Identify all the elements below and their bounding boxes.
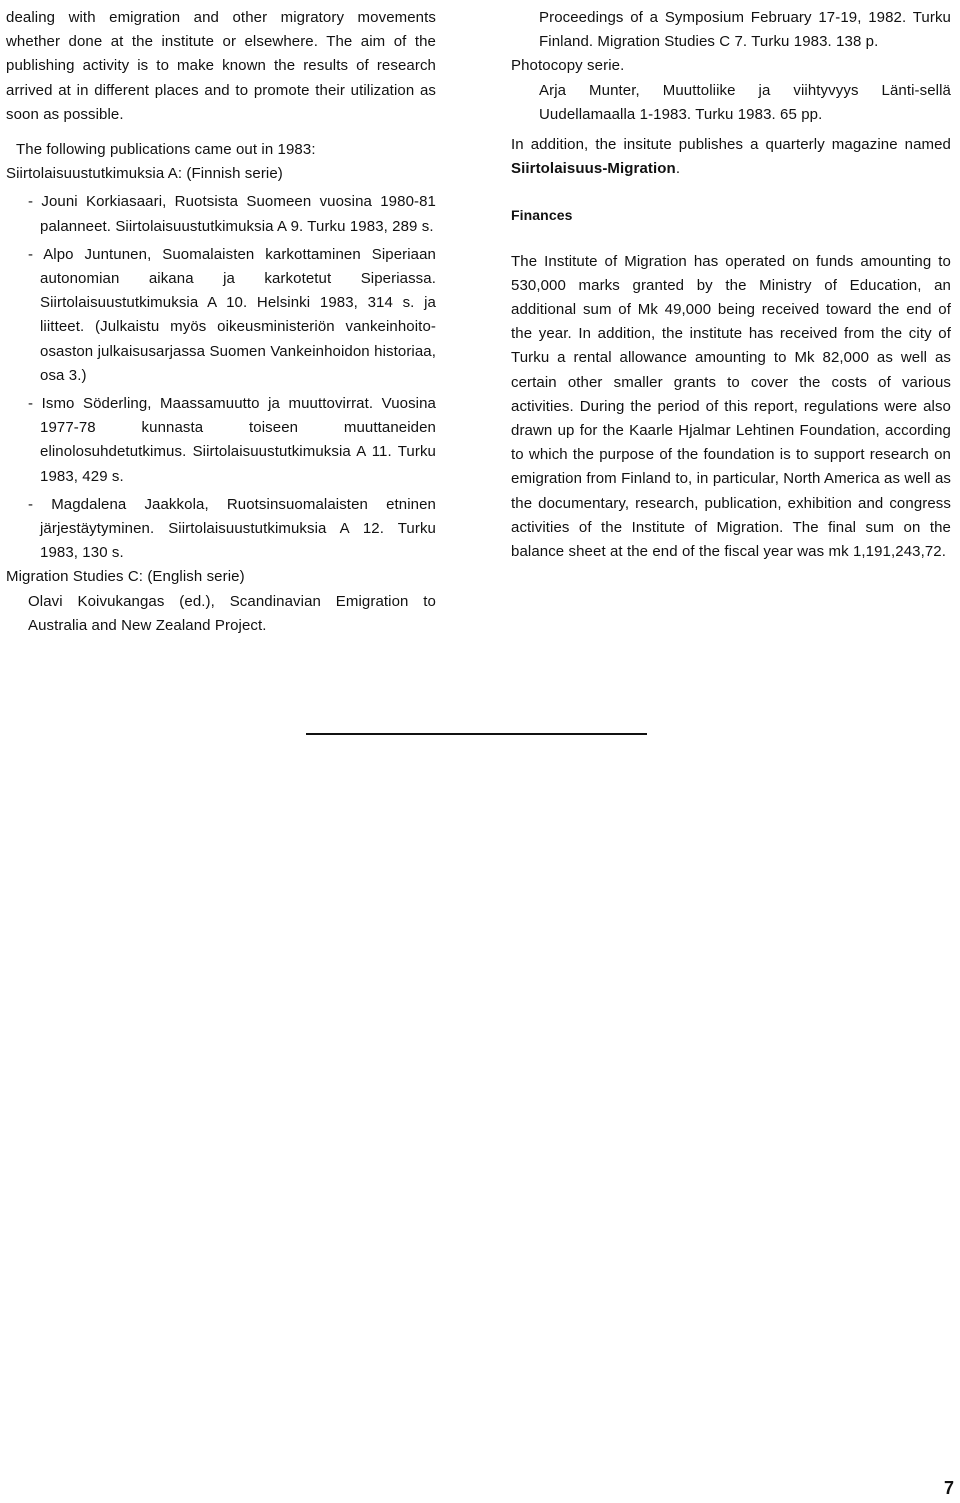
proceedings-text: Proceedings of a Symposium February 17-19, 1982. Turku Finland. Migration Studies C 7. Turku 1983. 138 p. (539, 9, 951, 51)
serie-c-item: Olavi Koivukangas (ed.), Scandinavian Emigration to Australia and New Zealand Project. (28, 592, 436, 634)
intro-paragraph: dealing with emigration and other migratory movements whether done at the institute or elsewhere. The aim of the publishing activity is to make known the results of research arrived at in different places and to promote their utilization as soon as possible. (6, 9, 436, 123)
page-number: 7 (943, 1478, 954, 1498)
publication-item: - Ismo Söderling, Maassamuutto ja muuttovirrat. Vuosina 1977-78 kunnasta toiseen muuttaneiden elinolosuhdetutkimus. Siirtolaisuustutkimuksia A 11. Turku 1983, 429 s. (28, 395, 436, 485)
photocopy-heading: Photocopy serie. (511, 57, 625, 75)
serie-a-heading: Siirtolaisuustutkimuksia A: (Finnish serie) (6, 165, 283, 183)
magazine-name: Siirtolaisuus-Migration (511, 160, 676, 178)
publication-item: - Magdalena Jaakkola, Ruotsinsuomalaisten etninen järjestäytyminen. Siirtolaisuustutkimuksia A 12. Turku 1983, 130 s. (28, 495, 436, 562)
publication-item: - Alpo Juntunen, Suomalaisten karkottaminen Siperiaan autonomian aikana ja karkotetut Siperiassa. Siirtolaisuustutkimuksia A 10. Helsinki 1983, 314 s. ja liitteet. (Julkaistu myös oikeusministeriön vankeinhoito-osaston julkaisusarjassa Suomen Vankeinhoidon historiaa, osa 3.) (28, 245, 436, 384)
left-column (6, 6, 436, 638)
magazine-end: . (675, 160, 681, 178)
divider-line (306, 733, 647, 735)
finances-paragraph: The Institute of Migration has operated on funds amounting to 530,000 marks granted by the Ministry of Education, an additional sum of Mk 49,000 being received toward the end of the year. In addition, the institute has received from the city of Turku a rental allowance amounting to Mk 82,000 as well as certain other smaller grants to cover the costs of various activities. During the period of this report, regulations were also drawn up for the Kaarle Hjalmar Lehtinen Foundation, according to which the purpose of the foundation is to support research on emigration from Finland to, in particular, North America as well as the documentary, research, publication, exhibition and congress activities of the Institute of Migration. The final sum on the balance sheet at the end of the fiscal year was mk 1,191,243,72. (511, 252, 951, 561)
magazine-paragraph (511, 133, 951, 181)
serie-c-heading: Migration Studies C: (English serie) (6, 568, 245, 586)
publications-lead: The following publications came out in 1983: (16, 141, 316, 159)
publication-item: - Jouni Korkiasaari, Ruotsista Suomeen vuosina 1980-81 palanneet. Siirtolaisuustutkimuksia A 9. Turku 1983, 289 s. (28, 193, 436, 235)
finances-heading: Finances (511, 207, 573, 224)
photocopy-item: Arja Munter, Muuttoliike ja viihtyvyys Länti-sellä Uudellamaalla 1-1983. Turku 1983. 65 pp. (539, 81, 951, 123)
magazine-intro: In addition, the insitute publishes a quarterly magazine named (511, 136, 951, 154)
right-column (511, 6, 951, 564)
